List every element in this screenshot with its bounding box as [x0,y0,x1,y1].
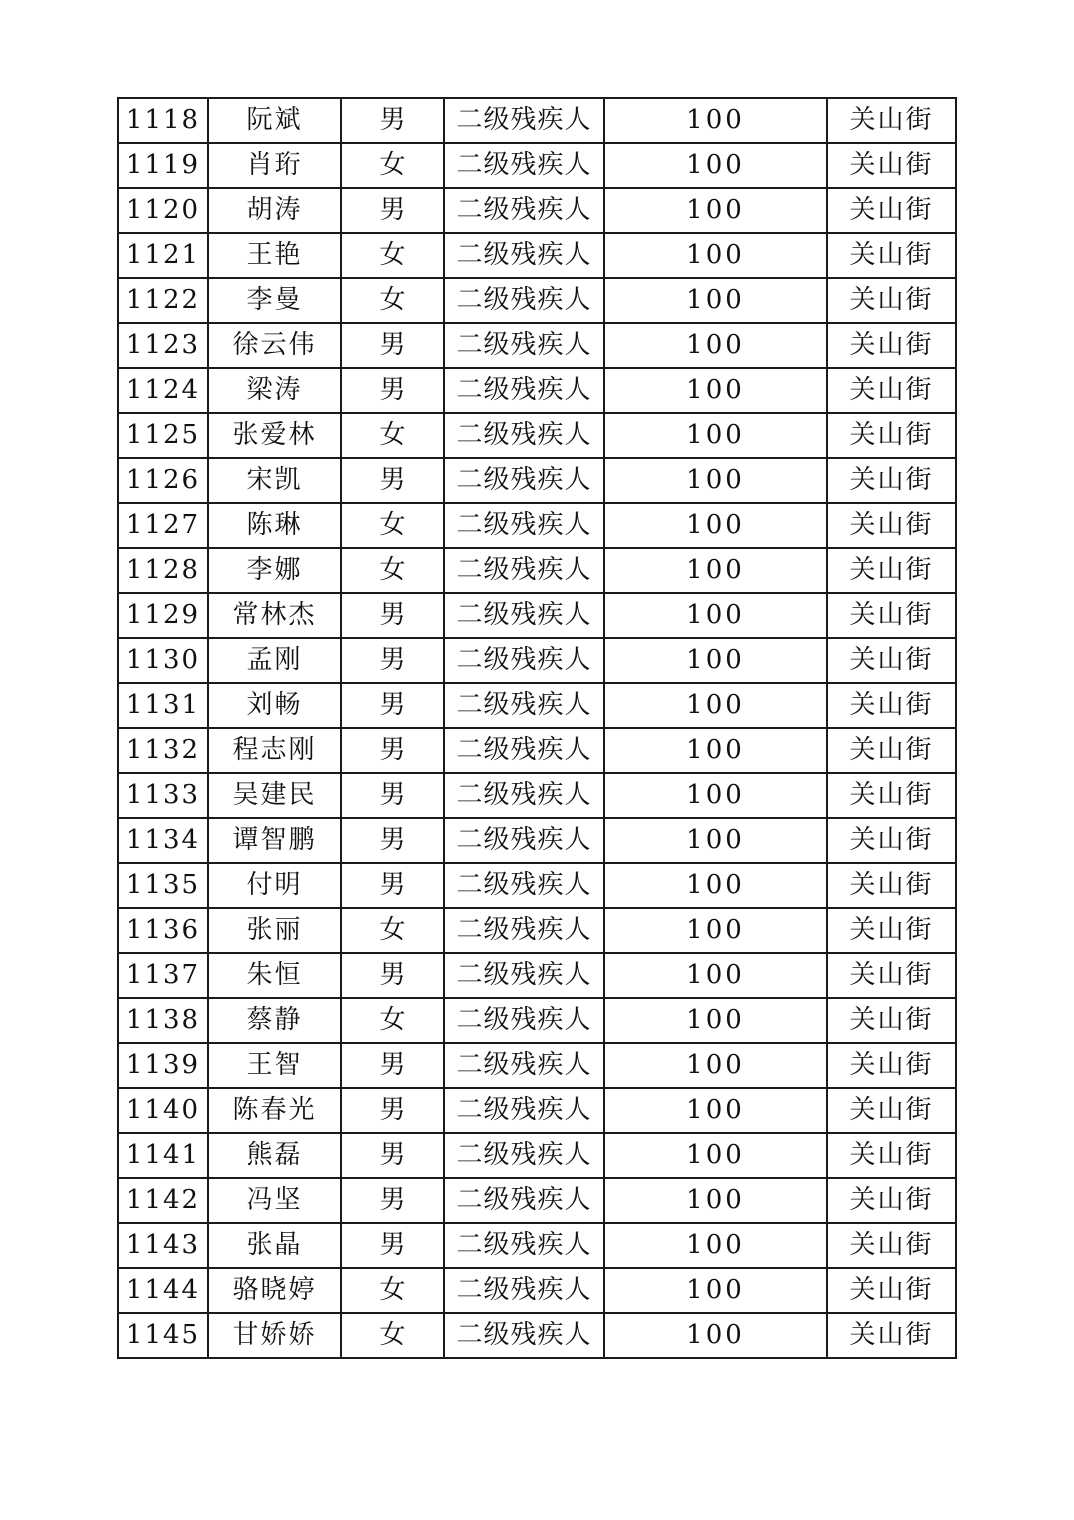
serial-number-cell: 1144 [118,1268,208,1313]
street-cell: 关山街 [827,98,956,143]
table-row [118,413,956,458]
serial-number-cell: 1142 [118,1178,208,1223]
category-cell: 二级残疾人 [444,998,604,1043]
gender-cell: 男 [341,188,444,233]
gender-cell: 男 [341,638,444,683]
table-row [118,1223,956,1268]
category-cell: 二级残疾人 [444,233,604,278]
street-cell: 关山街 [827,1133,956,1178]
serial-number-cell: 1141 [118,1133,208,1178]
table-row [118,278,956,323]
name-cell: 李娜 [208,548,341,593]
roster-table [117,97,957,1359]
serial-number-cell: 1120 [118,188,208,233]
category-cell: 二级残疾人 [444,188,604,233]
name-cell: 刘畅 [208,683,341,728]
gender-cell: 男 [341,1043,444,1088]
street-cell: 关山街 [827,908,956,953]
name-cell: 宋凯 [208,458,341,503]
amount-cell: 100 [604,458,827,503]
category-cell: 二级残疾人 [444,458,604,503]
street-cell: 关山街 [827,143,956,188]
gender-cell: 男 [341,458,444,503]
amount-cell: 100 [604,233,827,278]
street-cell: 关山街 [827,188,956,233]
category-cell: 二级残疾人 [444,413,604,458]
street-cell: 关山街 [827,458,956,503]
category-cell: 二级残疾人 [444,278,604,323]
category-cell: 二级残疾人 [444,773,604,818]
amount-cell: 100 [604,1313,827,1358]
name-cell: 甘娇娇 [208,1313,341,1358]
category-cell: 二级残疾人 [444,908,604,953]
table-row [118,863,956,908]
serial-number-cell: 1125 [118,413,208,458]
street-cell: 关山街 [827,368,956,413]
amount-cell: 100 [604,953,827,998]
table-row [118,548,956,593]
gender-cell: 女 [341,143,444,188]
category-cell: 二级残疾人 [444,1088,604,1133]
gender-cell: 女 [341,503,444,548]
gender-cell: 女 [341,998,444,1043]
street-cell: 关山街 [827,683,956,728]
name-cell: 陈春光 [208,1088,341,1133]
amount-cell: 100 [604,1223,827,1268]
name-cell: 阮斌 [208,98,341,143]
amount-cell: 100 [604,1043,827,1088]
amount-cell: 100 [604,638,827,683]
serial-number-cell: 1126 [118,458,208,503]
category-cell: 二级残疾人 [444,1268,604,1313]
category-cell: 二级残疾人 [444,1223,604,1268]
serial-number-cell: 1130 [118,638,208,683]
table-row [118,503,956,548]
serial-number-cell: 1138 [118,998,208,1043]
amount-cell: 100 [604,278,827,323]
category-cell: 二级残疾人 [444,818,604,863]
serial-number-cell: 1131 [118,683,208,728]
amount-cell: 100 [604,548,827,593]
amount-cell: 100 [604,773,827,818]
serial-number-cell: 1129 [118,593,208,638]
table-row [118,323,956,368]
amount-cell: 100 [604,1178,827,1223]
amount-cell: 100 [604,368,827,413]
street-cell: 关山街 [827,1223,956,1268]
gender-cell: 男 [341,953,444,998]
name-cell: 张丽 [208,908,341,953]
amount-cell: 100 [604,818,827,863]
gender-cell: 男 [341,1178,444,1223]
street-cell: 关山街 [827,1178,956,1223]
table-row [118,953,956,998]
table-row [118,998,956,1043]
gender-cell: 男 [341,98,444,143]
street-cell: 关山街 [827,1088,956,1133]
street-cell: 关山街 [827,1313,956,1358]
street-cell: 关山街 [827,998,956,1043]
street-cell: 关山街 [827,548,956,593]
table-row [118,143,956,188]
table-row [118,458,956,503]
gender-cell: 男 [341,863,444,908]
gender-cell: 男 [341,368,444,413]
category-cell: 二级残疾人 [444,593,604,638]
name-cell: 梁涛 [208,368,341,413]
category-cell: 二级残疾人 [444,863,604,908]
amount-cell: 100 [604,503,827,548]
table-row [118,683,956,728]
category-cell: 二级残疾人 [444,503,604,548]
category-cell: 二级残疾人 [444,1313,604,1358]
gender-cell: 男 [341,773,444,818]
name-cell: 王艳 [208,233,341,278]
serial-number-cell: 1118 [118,98,208,143]
table-row [118,1313,956,1358]
gender-cell: 女 [341,548,444,593]
name-cell: 胡涛 [208,188,341,233]
gender-cell: 男 [341,593,444,638]
amount-cell: 100 [604,1088,827,1133]
amount-cell: 100 [604,593,827,638]
category-cell: 二级残疾人 [444,638,604,683]
street-cell: 关山街 [827,503,956,548]
serial-number-cell: 1136 [118,908,208,953]
name-cell: 蔡静 [208,998,341,1043]
street-cell: 关山街 [827,593,956,638]
gender-cell: 男 [341,683,444,728]
table-row [118,773,956,818]
serial-number-cell: 1121 [118,233,208,278]
table-row [118,908,956,953]
category-cell: 二级残疾人 [444,953,604,998]
category-cell: 二级残疾人 [444,143,604,188]
serial-number-cell: 1127 [118,503,208,548]
serial-number-cell: 1145 [118,1313,208,1358]
gender-cell: 女 [341,1313,444,1358]
amount-cell: 100 [604,323,827,368]
name-cell: 张晶 [208,1223,341,1268]
gender-cell: 男 [341,323,444,368]
street-cell: 关山街 [827,1043,956,1088]
serial-number-cell: 1132 [118,728,208,773]
amount-cell: 100 [604,188,827,233]
name-cell: 孟刚 [208,638,341,683]
table-row [118,1133,956,1178]
amount-cell: 100 [604,1268,827,1313]
serial-number-cell: 1128 [118,548,208,593]
amount-cell: 100 [604,728,827,773]
name-cell: 熊磊 [208,1133,341,1178]
serial-number-cell: 1143 [118,1223,208,1268]
name-cell: 李曼 [208,278,341,323]
name-cell: 骆晓婷 [208,1268,341,1313]
roster-table-body [118,98,956,1358]
serial-number-cell: 1123 [118,323,208,368]
name-cell: 朱恒 [208,953,341,998]
gender-cell: 男 [341,1223,444,1268]
amount-cell: 100 [604,143,827,188]
table-row [118,728,956,773]
amount-cell: 100 [604,863,827,908]
serial-number-cell: 1122 [118,278,208,323]
category-cell: 二级残疾人 [444,548,604,593]
name-cell: 徐云伟 [208,323,341,368]
name-cell: 陈琳 [208,503,341,548]
gender-cell: 女 [341,908,444,953]
serial-number-cell: 1133 [118,773,208,818]
serial-number-cell: 1124 [118,368,208,413]
name-cell: 吴建民 [208,773,341,818]
gender-cell: 男 [341,728,444,773]
table-row [118,188,956,233]
gender-cell: 女 [341,1268,444,1313]
name-cell: 张爱林 [208,413,341,458]
serial-number-cell: 1137 [118,953,208,998]
name-cell: 肖珩 [208,143,341,188]
street-cell: 关山街 [827,818,956,863]
table-row [118,1268,956,1313]
amount-cell: 100 [604,1133,827,1178]
category-cell: 二级残疾人 [444,1133,604,1178]
category-cell: 二级残疾人 [444,1178,604,1223]
gender-cell: 女 [341,413,444,458]
street-cell: 关山街 [827,1268,956,1313]
gender-cell: 男 [341,818,444,863]
table-row [118,368,956,413]
category-cell: 二级残疾人 [444,1043,604,1088]
street-cell: 关山街 [827,323,956,368]
serial-number-cell: 1134 [118,818,208,863]
serial-number-cell: 1119 [118,143,208,188]
street-cell: 关山街 [827,278,956,323]
table-row [118,1043,956,1088]
gender-cell: 男 [341,1133,444,1178]
street-cell: 关山街 [827,773,956,818]
table-row [118,818,956,863]
name-cell: 程志刚 [208,728,341,773]
category-cell: 二级残疾人 [444,98,604,143]
gender-cell: 女 [341,233,444,278]
table-row [118,1088,956,1133]
amount-cell: 100 [604,98,827,143]
name-cell: 谭智鹏 [208,818,341,863]
name-cell: 常林杰 [208,593,341,638]
category-cell: 二级残疾人 [444,728,604,773]
table-row [118,1178,956,1223]
street-cell: 关山街 [827,728,956,773]
category-cell: 二级残疾人 [444,368,604,413]
name-cell: 王智 [208,1043,341,1088]
street-cell: 关山街 [827,638,956,683]
serial-number-cell: 1140 [118,1088,208,1133]
amount-cell: 100 [604,908,827,953]
serial-number-cell: 1139 [118,1043,208,1088]
street-cell: 关山街 [827,413,956,458]
gender-cell: 女 [341,278,444,323]
table-row [118,638,956,683]
table-row [118,98,956,143]
street-cell: 关山街 [827,233,956,278]
table-row [118,233,956,278]
category-cell: 二级残疾人 [444,323,604,368]
table-row [118,593,956,638]
serial-number-cell: 1135 [118,863,208,908]
category-cell: 二级残疾人 [444,683,604,728]
street-cell: 关山街 [827,863,956,908]
amount-cell: 100 [604,683,827,728]
amount-cell: 100 [604,413,827,458]
street-cell: 关山街 [827,953,956,998]
amount-cell: 100 [604,998,827,1043]
gender-cell: 男 [341,1088,444,1133]
name-cell: 冯坚 [208,1178,341,1223]
name-cell: 付明 [208,863,341,908]
